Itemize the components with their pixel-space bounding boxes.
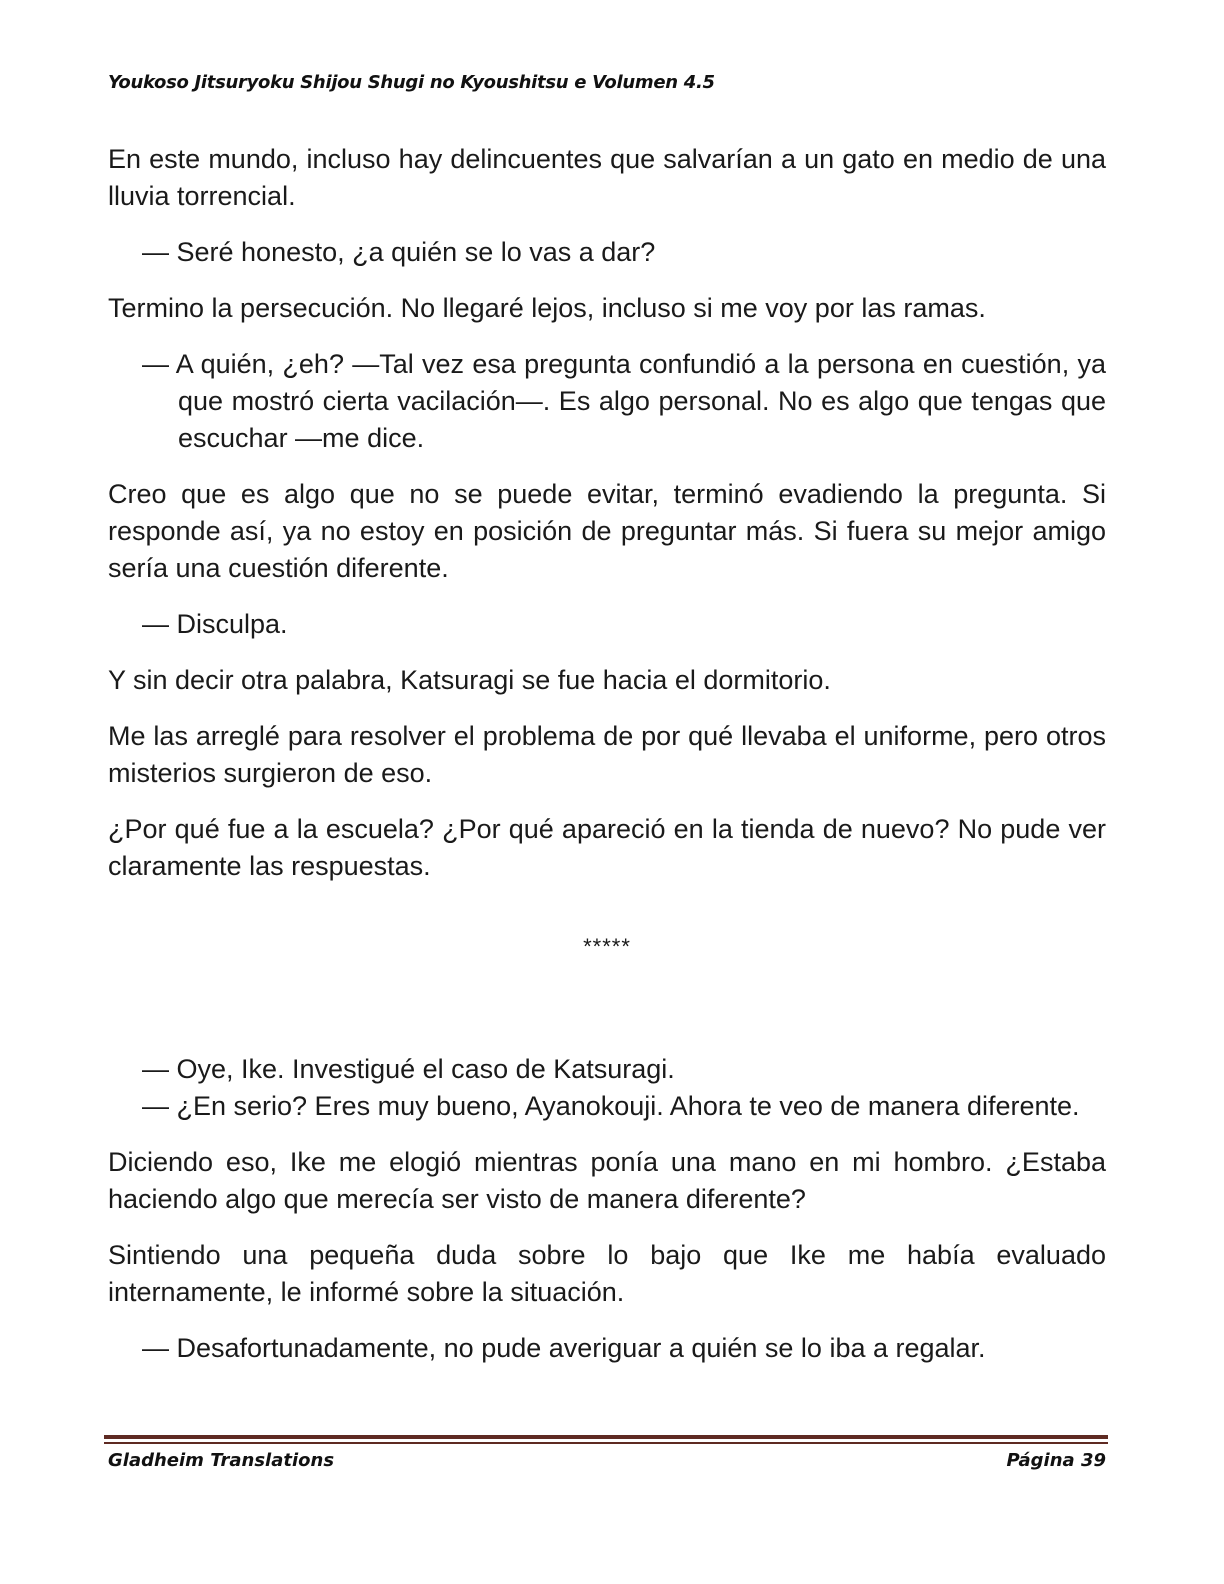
paragraph: Termino la persecución. No llegaré lejos, incluso si me voy por las ramas. [108,293,986,323]
scene-separator: ***** [583,934,631,959]
running-header: Youkoso Jitsuryoku Shijou Shugi no Kyoushitsu e Volumen 4.5 [108,72,715,93]
footer-rule [104,1435,1108,1439]
page-body [108,141,1106,1386]
dialogue-line: — ¿En serio? Eres muy bueno, Ayanokouji. Ahora te veo de manera diferente. [142,1091,1080,1121]
paragraph: Me las arreglé para resolver el problema de por qué llevaba el uniforme, pero otros misterios surgieron de eso. [108,721,1106,788]
dialogue-line: — Disculpa. [142,609,288,639]
paragraph: Sintiendo una pequeña duda sobre lo bajo que Ike me había evaluado internamente, le informé sobre la situación. [108,1240,1106,1307]
dialogue-line: — A quién, ¿eh? —Tal vez esa pregunta confundió a la persona en cuestión, ya que mostró cierta vacilación—. Es algo personal. No es algo que tengas que escuchar —me dice. [142,349,1106,453]
dialogue-line: — Desafortunadamente, no pude averiguar a quién se lo iba a regalar. [142,1333,986,1363]
paragraph: ¿Por qué fue a la escuela? ¿Por qué apareció en la tienda de nuevo? No pude ver claramente las respuestas. [108,814,1106,881]
paragraph: En este mundo, incluso hay delincuentes que salvarían a un gato en medio de una lluvia torrencial. [108,144,1106,211]
page-number: Página 39 [1006,1450,1106,1471]
paragraph: Creo que es algo que no se puede evitar, terminó evadiendo la pregunta. Si responde así, ya no estoy en posición de preguntar más. Si fuera su mejor amigo sería una cuestión diferente. [108,479,1106,583]
dialogue-line: — Oye, Ike. Investigué el caso de Katsuragi. [142,1054,675,1084]
dialogue-line: — Seré honesto, ¿a quién se lo vas a dar? [142,237,656,267]
paragraph: Y sin decir otra palabra, Katsuragi se fue hacia el dormitorio. [108,665,831,695]
footer-credit: Gladheim Translations [108,1450,335,1471]
paragraph: Diciendo eso, Ike me elogió mientras ponía una mano en mi hombro. ¿Estaba haciendo algo que merecía ser visto de manera diferente? [108,1147,1106,1214]
separator-spacing [108,962,1106,1051]
footer-rule-thin [104,1442,1108,1444]
